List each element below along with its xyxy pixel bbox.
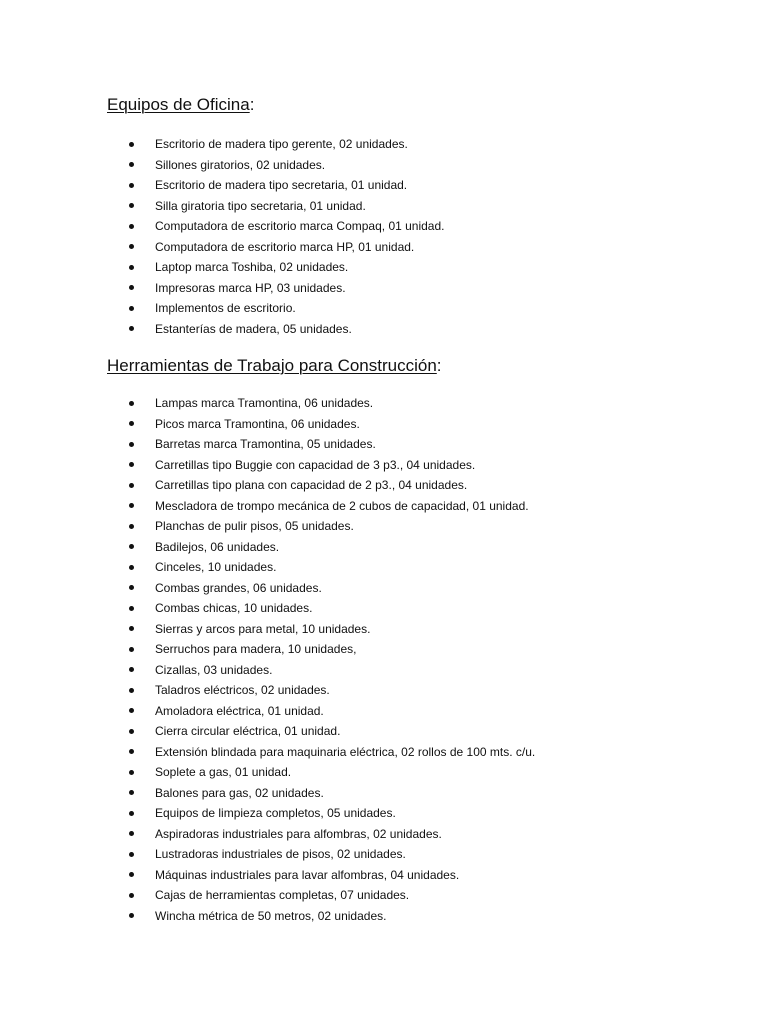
bullet-icon	[129, 626, 134, 631]
bullet-icon	[129, 421, 134, 426]
bullet-icon	[129, 790, 134, 795]
bullet-icon	[129, 647, 134, 652]
bullet-icon	[129, 244, 134, 249]
bullet-icon	[129, 224, 134, 229]
bullet-icon	[129, 503, 134, 508]
bullet-icon	[129, 326, 134, 331]
list-item-text: Estanterías de madera, 05 unidades.	[155, 321, 352, 336]
list-item-text: Combas grandes, 06 unidades.	[155, 580, 322, 595]
bullet-icon	[129, 565, 134, 570]
bullet-icon	[129, 913, 134, 918]
list-item-text: Máquinas industriales para lavar alfombras, 04 unidades.	[155, 867, 460, 882]
list-item-text: Carretillas tipo plana con capacidad de 2 p3., 04 unidades.	[155, 478, 468, 492]
bullet-icon	[129, 442, 134, 447]
list-item-text: Lustradoras industriales de pisos, 02 unidades.	[155, 847, 406, 861]
list-item-text: Soplete a gas, 01 unidad.	[155, 765, 292, 779]
list-item-text: Cizallas, 03 unidades.	[155, 662, 273, 677]
bullet-icon	[129, 667, 134, 672]
bullet-icon	[129, 688, 134, 693]
bullet-icon	[129, 729, 134, 734]
list-item-text: Computadora de escritorio marca Compaq, 01 unidad.	[155, 219, 445, 233]
list-item-text: Sillones giratorios, 02 unidades.	[155, 157, 326, 172]
bullet-icon	[129, 708, 134, 713]
bullet-icon	[129, 183, 134, 188]
list-item-text: Sierras y arcos para metal, 10 unidades.	[155, 621, 371, 636]
section-title: Equipos de Oficina	[107, 95, 250, 114]
bullet-icon	[129, 585, 134, 590]
list-item-text: Carretillas tipo Buggie con capacidad de 3 p3., 04 unidades.	[155, 457, 476, 472]
section-title-colon: :	[249, 95, 255, 114]
list-item-text: Lampas marca Tramontina, 06 unidades.	[155, 396, 374, 410]
bullet-icon	[129, 483, 134, 488]
bullet-icon	[129, 306, 134, 311]
list-item-text: Aspiradoras industriales para alfombras, 02 unidades.	[155, 826, 442, 841]
list-item-text: Equipos de limpieza completos, 05 unidades.	[155, 806, 396, 820]
list-item-text: Planchas de pulir pisos, 05 unidades.	[155, 519, 354, 533]
section-heading-equipos-de-oficina	[107, 94, 254, 116]
bullet-icon	[129, 811, 134, 816]
list-item-text: Impresoras marca HP, 03 unidades.	[155, 280, 346, 295]
list-item-text: Picos marca Tramontina, 06 unidades.	[155, 416, 360, 431]
list-item-text: Barretas marca Tramontina, 05 unidades.	[155, 437, 376, 451]
list-item-text: Implementos de escritorio.	[155, 301, 296, 315]
bullet-icon	[129, 831, 134, 836]
list-item-text: Taladros eléctricos, 02 unidades.	[155, 683, 330, 697]
bullet-icon	[129, 462, 134, 467]
list-item-text: Computadora de escritorio marca HP, 01 unidad.	[155, 239, 415, 254]
bullet-icon	[129, 142, 134, 147]
list-item-text: Badilejos, 06 unidades.	[155, 539, 280, 554]
bullet-icon	[129, 893, 134, 898]
list-item-text: Escritorio de madera tipo gerente, 02 unidades.	[155, 137, 408, 151]
list-item-text: Cinceles, 10 unidades.	[155, 560, 277, 574]
list-item-text: Cajas de herramientas completas, 07 unidades.	[155, 888, 410, 902]
list-item-text: Laptop marca Toshiba, 02 unidades.	[155, 260, 349, 274]
list-item-text: Balones para gas, 02 unidades.	[155, 785, 324, 800]
list-item-text: Extensión blindada para maquinaria eléctrica, 02 rollos de 100 mts. c/u.	[155, 744, 536, 759]
bullet-icon	[129, 872, 134, 877]
section-title: Herramientas de Trabajo para Construcción	[107, 356, 437, 375]
bullet-icon	[129, 265, 134, 270]
bullet-icon	[129, 401, 134, 406]
bullet-icon	[129, 285, 134, 290]
bullet-icon	[129, 162, 134, 167]
list-item-text: Wincha métrica de 50 metros, 02 unidades.	[155, 908, 387, 923]
list-item-text: Combas chicas, 10 unidades.	[155, 601, 313, 615]
bullet-icon	[129, 770, 134, 775]
bullet-icon	[129, 606, 134, 611]
bullet-icon	[129, 852, 134, 857]
bullet-icon	[129, 203, 134, 208]
list-item-text: Serruchos para madera, 10 unidades,	[155, 642, 357, 656]
section-title-colon: :	[436, 356, 442, 375]
bullet-icon	[129, 749, 134, 754]
section-heading-herramientas-de-trabajo	[107, 355, 442, 377]
list-item-text: Mescladora de trompo mecánica de 2 cubos de capacidad, 01 unidad.	[155, 498, 529, 513]
bullet-icon	[129, 544, 134, 549]
list-item-text: Amoladora eléctrica, 01 unidad.	[155, 703, 324, 718]
list-item-text: Cierra circular eléctrica, 01 unidad.	[155, 724, 341, 738]
list-item-text: Escritorio de madera tipo secretaria, 01 unidad.	[155, 178, 408, 192]
list-item-text: Silla giratoria tipo secretaria, 01 unidad.	[155, 198, 366, 213]
bullet-icon	[129, 524, 134, 529]
